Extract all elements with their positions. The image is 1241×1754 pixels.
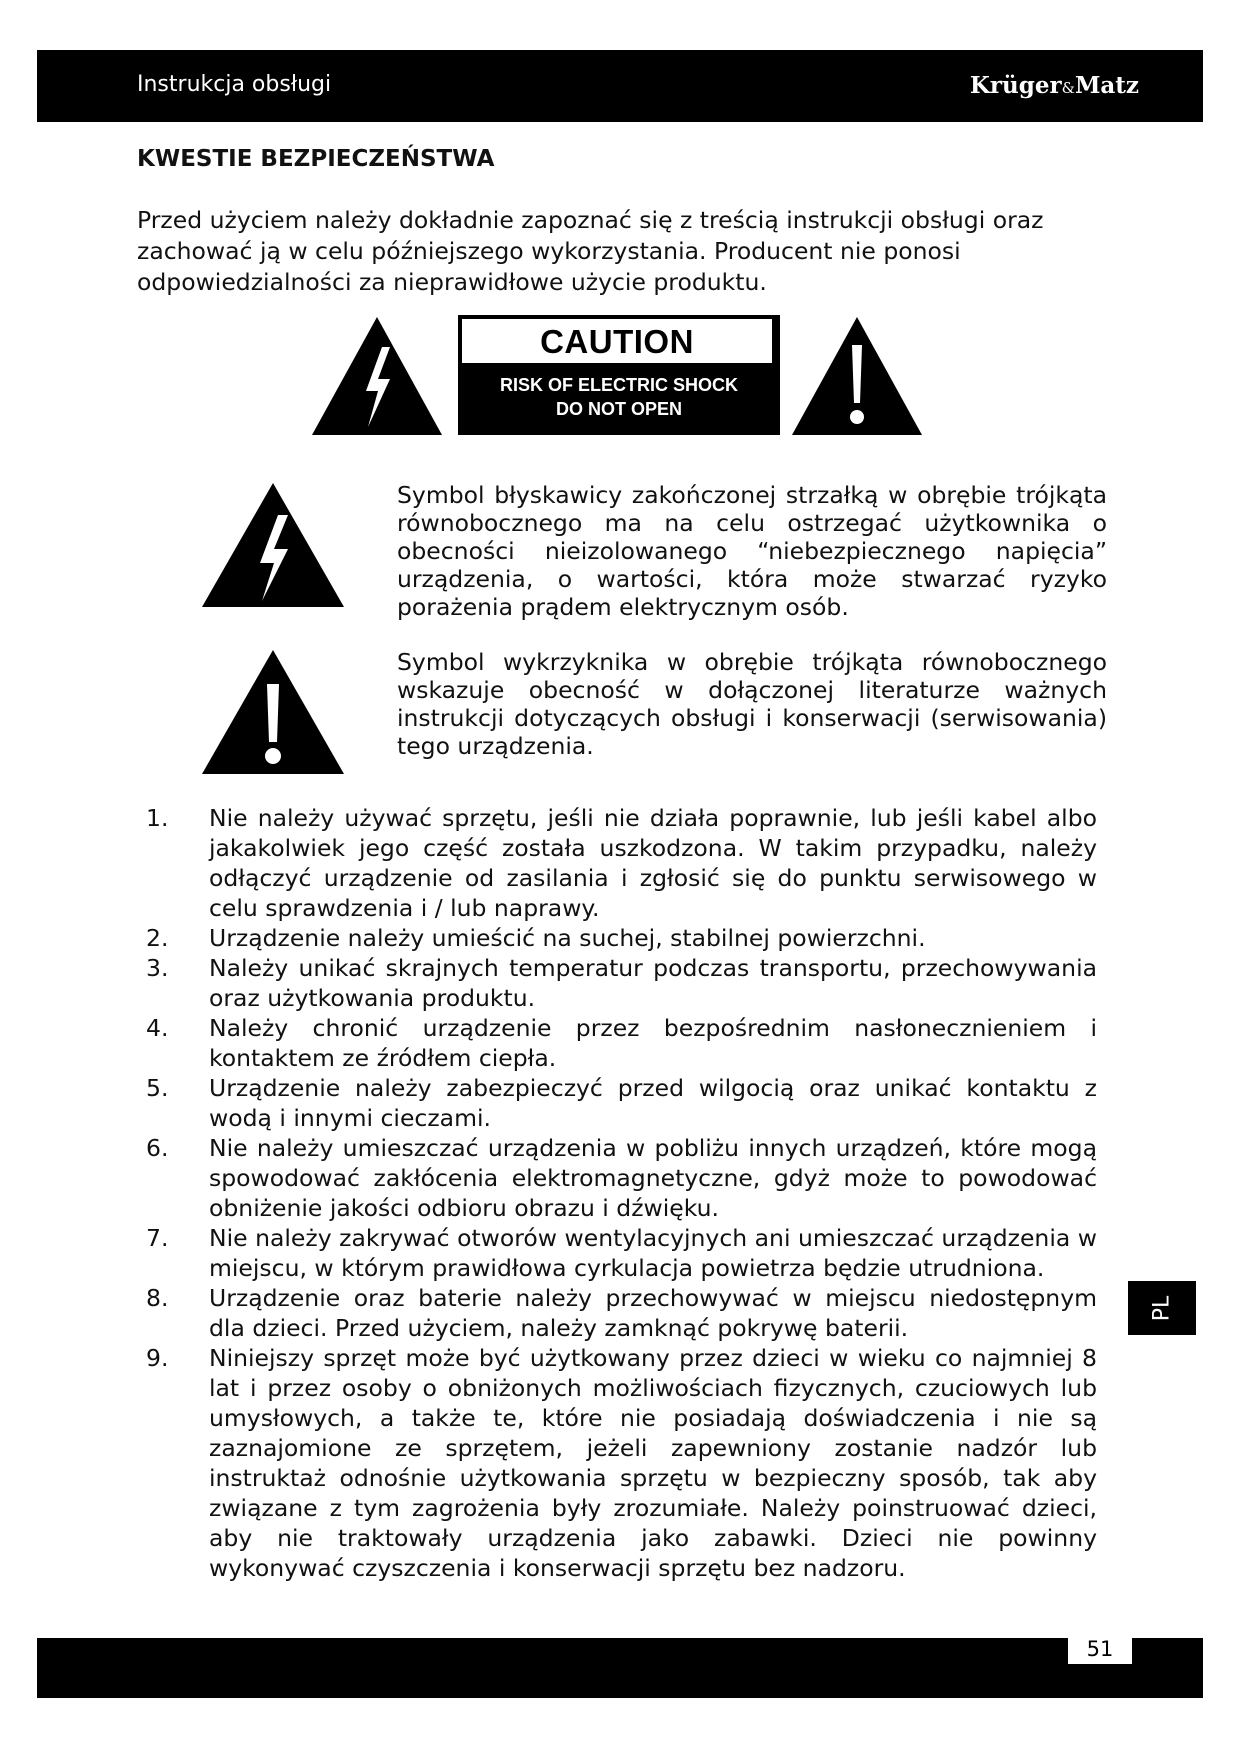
list-item [137, 923, 1097, 953]
lightning-warning-icon [200, 481, 346, 609]
exclamation-symbol-description: Symbol wykrzyknika w obrębie trójkąta równobocznego wskazuje obecność w dołączonej literaturze ważnych instrukcji dotyczących obsługi i konserwacji (serwisowania) tego urządzenia. [397, 648, 1107, 760]
caution-line-1: RISK OF ELECTRIC SHOCK [499, 375, 738, 395]
item-text: Urządzenie należy zabezpieczyć przed wilgocią oraz unikać kontaktu z wodą i innymi cieczami. [209, 1074, 1097, 1132]
item-text: Nie należy zakrywać otworów wentylacyjnych ani umieszczać urządzenia w miejscu, w którym prawidłowa cyrkulacja powietrza będzie utrudniona. [209, 1224, 1097, 1282]
item-number: 3. [146, 954, 169, 982]
header-bar [37, 50, 1203, 122]
item-text: Niniejszy sprzęt może być użytkowany przez dzieci w wieku co najmniej 8 lat i przez osoby o obniżonych możliwościach fizycznych, czuciowych lub umysłowych, a także te, które nie posiadają doświadczenia i nie są zaznajomione ze sprzętem, jeżeli zapewniony zostanie nadzór lub instruktaż odnośnie użytkowania sprzętu w bezpieczny sposób, tak aby związane z tym zagrożenia były zrozumiałe. Należy poinstruować dzieci, aby nie traktowały urządzenia jako zabawki. Dzieci nie powinny wykonywać czyszczenia i konserwacji sprzętu bez nadzoru. [209, 1344, 1097, 1582]
safety-warnings-list [137, 803, 1097, 1583]
list-item [137, 1013, 1097, 1073]
lightning-warning-icon [310, 315, 444, 437]
item-text: Należy chronić urządzenie przez bezpośrednim nasłonecznieniem i kontaktem ze źródłem ciepła. [209, 1014, 1097, 1072]
language-tab [1128, 1281, 1196, 1335]
caution-title: CAUTION [462, 319, 772, 363]
list-item [137, 1223, 1097, 1283]
brand-logo [970, 72, 1139, 99]
item-number: 7. [146, 1224, 169, 1252]
exclamation-symbol-row [200, 648, 1120, 778]
brand-logo-end: Matz [1074, 72, 1139, 99]
list-item [137, 1133, 1097, 1223]
caution-line-2: DO NOT OPEN [555, 399, 682, 419]
item-number: 4. [146, 1014, 169, 1042]
section-heading: KWESTIE BEZPIECZEŃSTWA [137, 146, 495, 172]
item-text: Należy unikać skrajnych temperatur podczas transportu, przechowywania oraz użytkowania produktu. [209, 954, 1097, 1012]
list-item [137, 1283, 1097, 1343]
item-text: Urządzenie należy umieścić na suchej, stabilnej powierzchni. [209, 924, 926, 952]
list-item [137, 1343, 1097, 1583]
item-text: Urządzenie oraz baterie należy przechowywać w miejscu niedostępnym dla dzieci. Przed użyciem, należy zamknąć pokrywę baterii. [209, 1284, 1097, 1342]
list-item [137, 803, 1097, 923]
caution-box [458, 315, 780, 435]
intro-paragraph: Przed użyciem należy dokładnie zapoznać się z treścią instrukcji obsługi oraz zachować ją w celu późniejszego wykorzystania. Producent nie ponosi odpowiedzialności za nieprawidłowe użycie produktu. [137, 206, 1044, 296]
brand-logo-main: Krüger [969, 72, 1062, 99]
footer-bar [37, 1638, 1203, 1698]
brand-logo-amp: & [1061, 79, 1075, 97]
list-item [137, 953, 1097, 1013]
item-number: 1. [146, 804, 169, 832]
item-number: 5. [146, 1074, 169, 1102]
item-number: 2. [146, 924, 169, 952]
item-number: 6. [146, 1134, 169, 1162]
list-item [137, 1073, 1097, 1133]
lightning-symbol-description: Symbol błyskawicy zakończonej strzałką w obrębie trójkąta równobocznego ma na celu ostrzegać użytkownika o obecności nieizolowanego “niebezpiecznego napięcia” urządzenia, o wartości, która może stwarzać ryzyko porażenia prądem elektrycznym osób. [397, 481, 1107, 621]
page-number: 51 [1068, 1634, 1132, 1664]
exclamation-warning-icon [790, 315, 924, 437]
item-number: 8. [146, 1284, 169, 1312]
caution-subtitle [458, 373, 780, 421]
lightning-symbol-row [200, 481, 1120, 621]
item-text: Nie należy używać sprzętu, jeśli nie działa poprawnie, lub jeśli kabel albo jakakolwiek jego część została uszkodzona. W takim przypadku, należy odłączyć urządzenie od zasilania i zgłosić się do punktu serwisowego w celu sprawdzenia i / lub naprawy. [209, 804, 1097, 922]
header-title: Instrukcja obsługi [137, 72, 332, 97]
exclamation-warning-icon [200, 648, 346, 776]
language-tab-label: PL [1149, 1295, 1175, 1321]
item-text: Nie należy umieszczać urządzenia w pobliżu innych urządzeń, które mogą spowodować zakłócenia elektromagnetyczne, gdyż może to powodować obniżenie jakości odbioru obrazu i dźwięku. [209, 1134, 1097, 1222]
caution-label [310, 315, 930, 440]
item-number: 9. [146, 1344, 169, 1372]
